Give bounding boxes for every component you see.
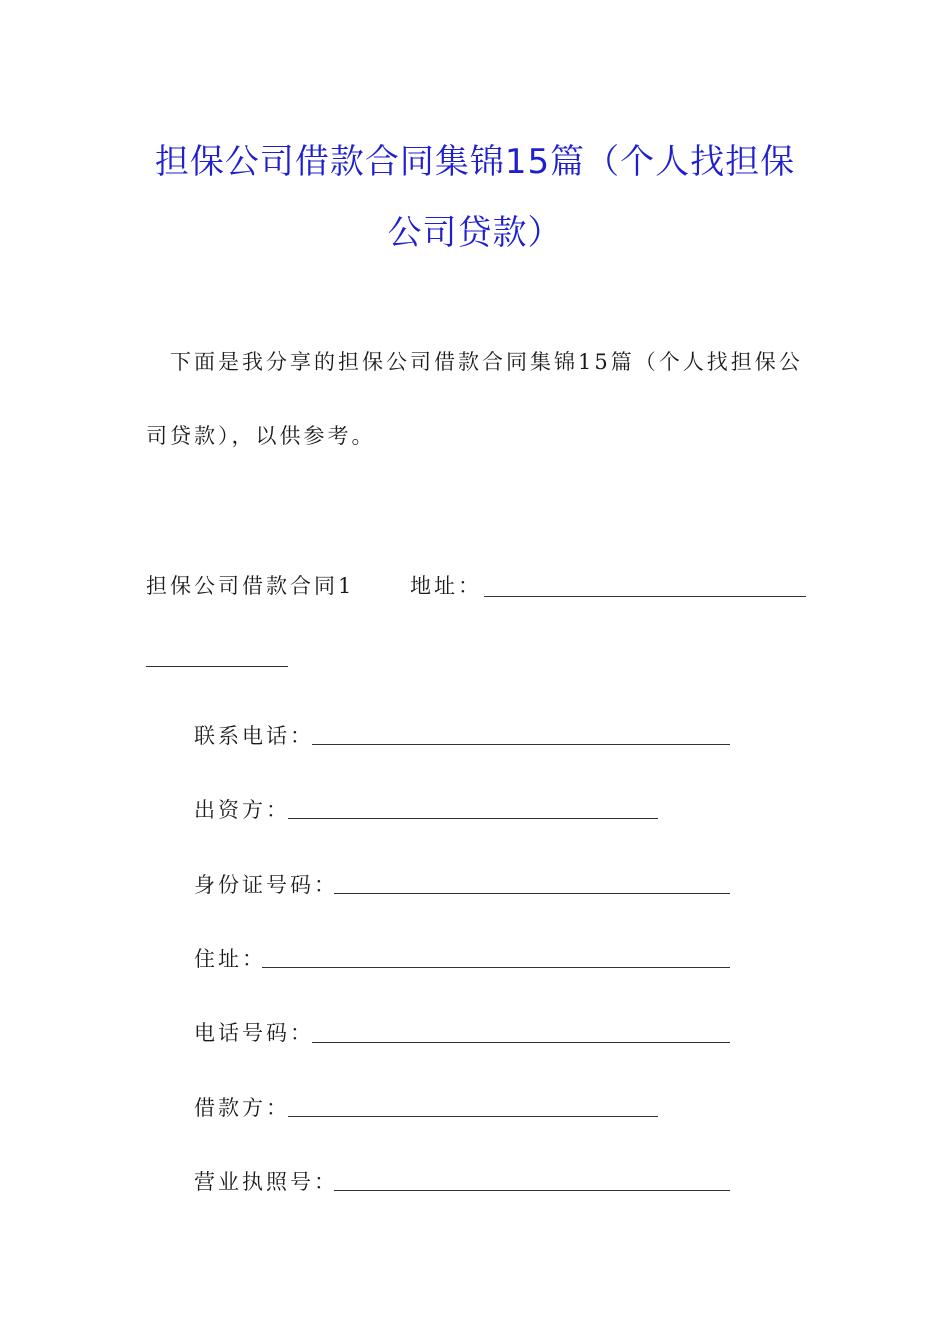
residence-blank-line (262, 967, 730, 968)
lender-label: 出资方： (194, 798, 290, 822)
id-number-blank-line (334, 893, 730, 894)
address-label: 地址： (410, 574, 482, 598)
address-blank-line-continued (146, 666, 288, 667)
borrower-blank-line (288, 1116, 658, 1117)
id-number-label: 身份证号码： (194, 873, 338, 897)
borrower-label: 借款方： (194, 1096, 290, 1120)
residence-label: 住址： (194, 947, 266, 971)
contract-heading: 担保公司借款合同1 (146, 574, 355, 598)
address-blank-line (484, 596, 806, 597)
phone-number-blank-line (312, 1042, 730, 1043)
intro-paragraph-line-1: 下面是我分享的担保公司借款合同集锦15篇（个人找担保公 (170, 350, 803, 374)
business-license-label: 营业执照号： (194, 1170, 338, 1194)
intro-paragraph-line-2: 司贷款），以供参考。 (146, 424, 376, 448)
document-title-line-1: 担保公司借款合同集锦15篇（个人找担保 (154, 142, 796, 182)
document-title-line-2: 公司贷款） (387, 213, 563, 253)
lender-blank-line (288, 818, 658, 819)
phone-number-label: 电话号码： (194, 1021, 314, 1045)
contact-phone-blank-line (312, 744, 730, 745)
contact-phone-label: 联系电话： (194, 724, 314, 748)
business-license-blank-line (334, 1190, 730, 1191)
